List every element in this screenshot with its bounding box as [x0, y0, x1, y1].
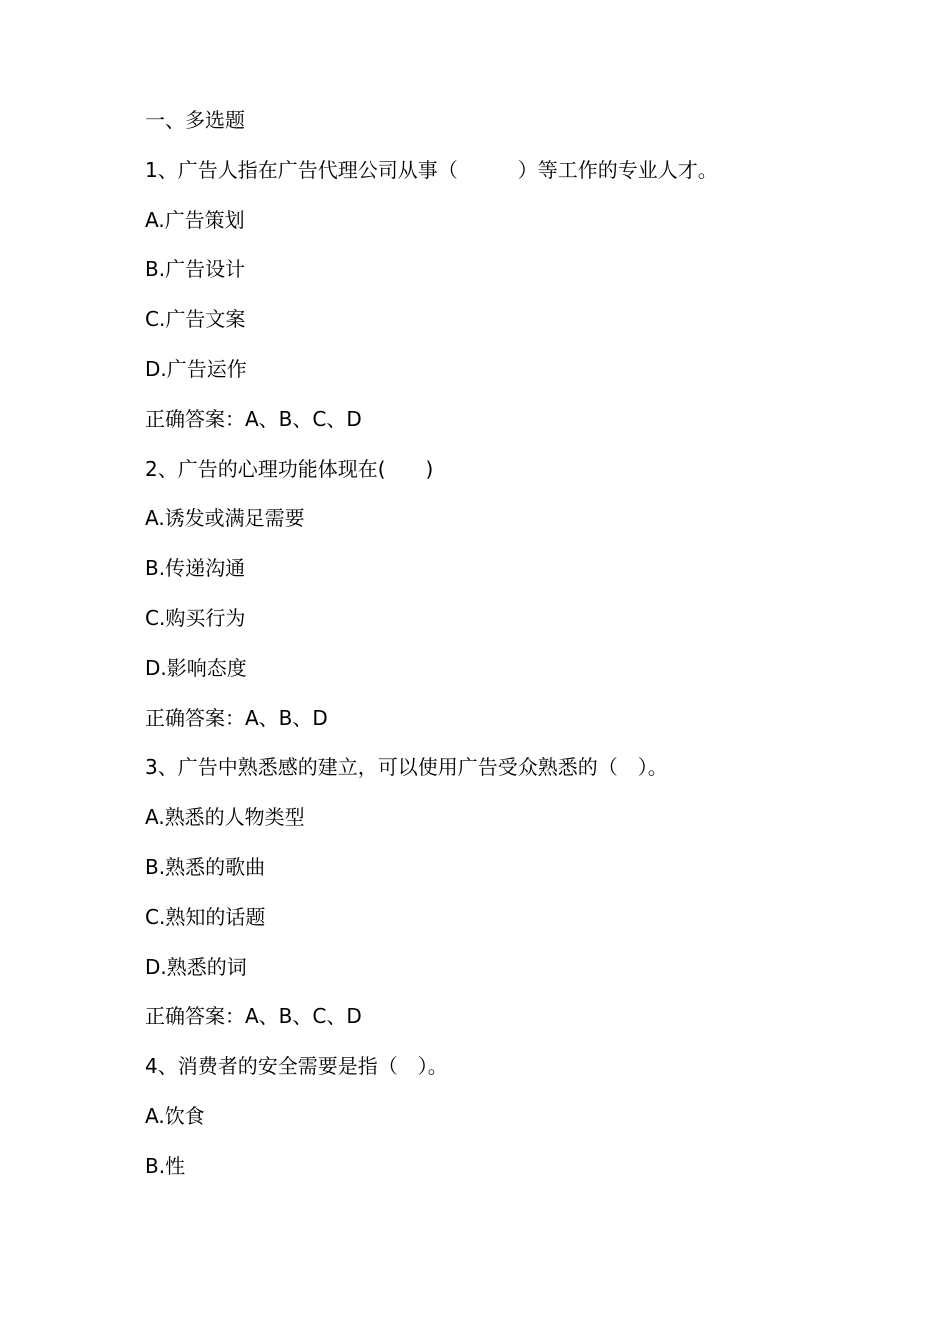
question-3 [145, 750, 905, 1049]
option-d: D.广告运作 [145, 356, 247, 381]
section-title: 一、多选题 [145, 108, 245, 132]
option-d: D.影响态度 [145, 655, 247, 680]
option-b: B.性 [145, 1153, 186, 1178]
option-d: D.熟悉的词 [145, 954, 247, 979]
option-c: C.熟知的话题 [145, 904, 266, 929]
option-a: A.诱发或满足需要 [145, 506, 305, 531]
question-stem: 3、广告中熟悉感的建立，可以使用广告受众熟悉的（ ）。 [145, 755, 668, 780]
option-b: B.传递沟通 [145, 556, 246, 581]
question-stem: 2、广告的心理功能体现在( ) [145, 456, 434, 481]
answer-text: 正确答案：A、B、D [145, 705, 328, 730]
question-4 [145, 1049, 905, 1198]
question-2 [145, 452, 905, 751]
document-page [145, 103, 905, 1199]
option-a: A.饮食 [145, 1103, 205, 1128]
answer-text: 正确答案：A、B、C、D [145, 1004, 362, 1029]
question-stem: 1、广告人指在广告代理公司从事（ ）等工作的专业人才。 [145, 157, 718, 182]
option-b: B.熟悉的歌曲 [145, 854, 266, 879]
question-stem: 4、消费者的安全需要是指（ ）。 [145, 1054, 448, 1079]
answer-text: 正确答案：A、B、C、D [145, 406, 362, 431]
option-b: B.广告设计 [145, 257, 246, 282]
option-a: A.熟悉的人物类型 [145, 805, 305, 830]
question-1 [145, 153, 905, 452]
option-a: A.广告策划 [145, 207, 245, 232]
option-c: C.购买行为 [145, 605, 246, 630]
option-c: C.广告文案 [145, 307, 246, 332]
